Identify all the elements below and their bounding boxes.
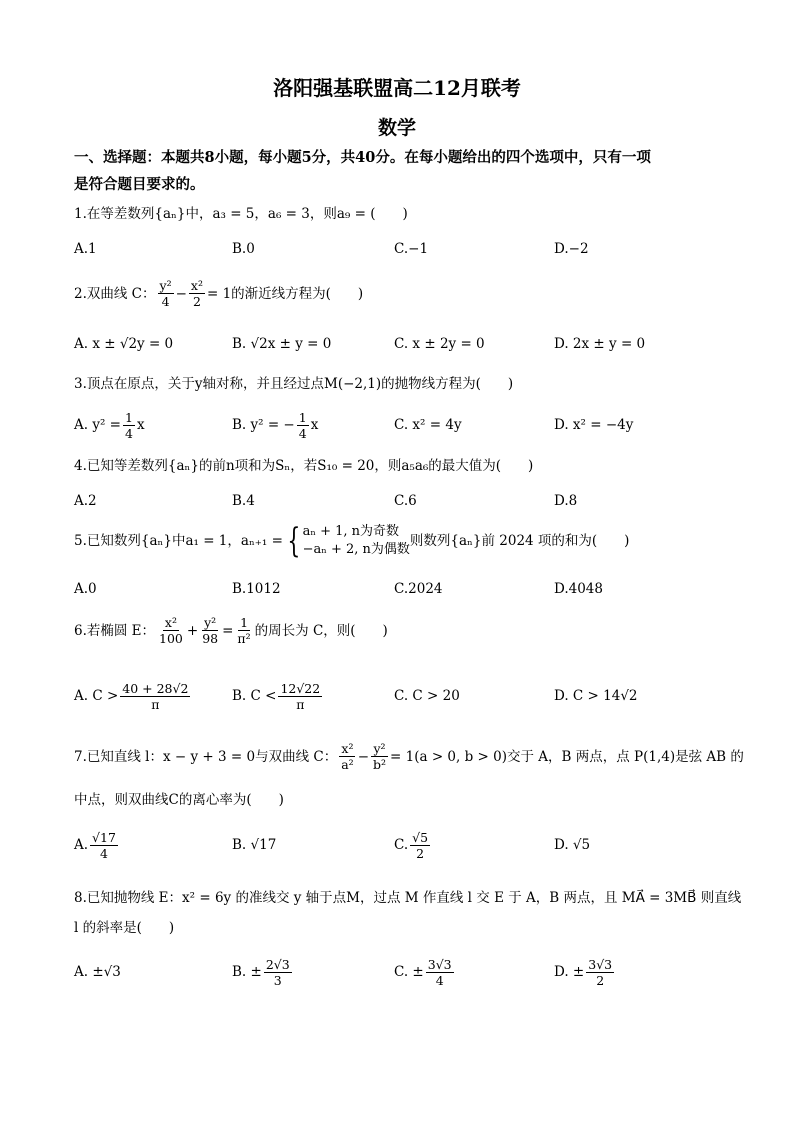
- question-7-option-c: C. $\frac{√5}{2}$: [394, 829, 429, 861]
- question-4-option-b: B.4: [232, 493, 255, 509]
- section-heading-line2: 是符合题目要求的。: [74, 176, 205, 193]
- question-1-stem: 1.在等差数列{aₙ}中，a₃ = 5，a₆ = 3，则a₉ = ( ): [74, 206, 408, 222]
- question-4-option-c: C.6: [394, 493, 417, 509]
- question-3-option-a: A. y² = $\frac{1}{4}$ x: [74, 409, 145, 441]
- question-7-option-a: A. $\frac{√17}{4}$: [74, 829, 116, 861]
- question-5-stem: 5.已知数列{aₙ}中a₁ = 1，aₙ₊₁ = { aₙ + 1, n为奇数 −aₙ + 2, n为偶数 则数列{aₙ}前 2024 项的和为( ): [74, 521, 630, 561]
- question-3-option-d: D. x² = −4y: [554, 417, 634, 433]
- subject-title: 数学: [377, 117, 416, 139]
- question-2-option-b: B. √2x ± y = 0: [232, 336, 332, 352]
- question-6-option-c: C. C > 20: [394, 688, 460, 704]
- question-4-option-d: D.8: [554, 493, 578, 509]
- question-6-option-a: A. C > $\frac{40 + 28√2}{\pi}$: [74, 680, 189, 712]
- question-2-fraction-2: $\frac{\text{x²}}{2}$: [190, 278, 203, 309]
- question-8-option-d: D. ± $\frac{3√3}{2}$: [554, 956, 613, 988]
- question-2-fraction-1: $\frac{\text{y²}}{4}$: [159, 278, 172, 309]
- question-8-option-c: C. ± $\frac{3√3}{4}$: [394, 956, 452, 988]
- question-7-option-d: D. √5: [554, 837, 591, 853]
- question-2-option-a: A. x ± √2y = 0: [74, 336, 174, 352]
- question-5-option-d: D.4048: [554, 581, 603, 597]
- question-6-option-d: D. C > 14√2: [554, 688, 638, 704]
- question-5-case-1: aₙ + 1, n为奇数: [302, 524, 400, 539]
- question-2-option-d: D. 2x ± y = 0: [554, 336, 646, 352]
- question-8-option-a: A. ±√3: [74, 964, 121, 980]
- question-3-option-b: B. y² = − $\frac{1}{4}$ x: [232, 409, 319, 441]
- question-7-option-b: B. √17: [232, 837, 277, 853]
- question-5-option-b: B.1012: [232, 581, 281, 597]
- question-1-option-b: B.0: [232, 241, 255, 257]
- question-7-stem-line2: 中点，则双曲线C的离心率为( ): [74, 792, 284, 808]
- question-8-option-b: B. ± $\frac{2√3}{3}$: [232, 956, 290, 988]
- question-5-piecewise: [283, 523, 410, 559]
- question-4-options: [74, 484, 734, 518]
- exam-title: 洛阳强基联盟高二12月联考: [273, 76, 521, 100]
- question-5-option-a: A.0: [74, 581, 97, 597]
- question-6-stem: 6.若椭圆 E： $\frac{\text{x²}}{100}$ + $\frac{\text{y²}}{98}$ = $\frac{1}{\text{π²}}$ 的周长为 C，则( ): [74, 615, 388, 646]
- question-1-options: [74, 232, 734, 266]
- question-2-stem: 2.双曲线 C： $\frac{\text{y²}}{4}$ − $\frac{\text{x²}}{2}$ = 1的渐近线方程为( ): [74, 278, 364, 309]
- question-4-option-a: A.2: [74, 493, 97, 509]
- question-3-option-c: C. x² = 4y: [394, 417, 462, 433]
- question-1-option-a: A.1: [74, 241, 97, 257]
- question-3-options: [74, 408, 734, 442]
- question-5-option-c: C.2024: [394, 581, 443, 597]
- section-heading: [74, 144, 734, 198]
- question-6-options: [74, 679, 734, 713]
- question-5-options: [74, 572, 734, 606]
- question-5-case-2: −aₙ + 2, n为偶数: [302, 542, 410, 557]
- question-8-options: [74, 955, 734, 989]
- left-brace-glyph: {: [287, 521, 301, 561]
- question-7-stem: 7.已知直线 l：x − y + 3 = 0与双曲线 C： $\frac{\text{x²}}{\text{a²}}$ − $\frac{\text{y²}}{\text{b²}}$ = 1(a > 0, b > 0)交于 A，B 两点，点 P(1,4)是弦 AB 的: [74, 741, 744, 772]
- question-7-options: [74, 828, 734, 862]
- question-3-stem: 3.顶点在原点，关于y轴对称，并且经过点M(−2,1)的抛物线方程为( ): [74, 376, 514, 392]
- question-8-stem: 8.已知抛物线 E：x² = 6y 的准线交 y 轴于点M，过点 M 作直线 l 交 E 于 A，B 两点，且 MA⃗ = 3MB⃗ 则直线: [74, 890, 742, 906]
- question-2-option-c: C. x ± 2y = 0: [394, 336, 485, 352]
- question-1-option-c: C.−1: [394, 241, 429, 257]
- question-2-options: [74, 327, 734, 361]
- question-8-stem-line2: l 的斜率是( ): [74, 920, 175, 936]
- question-6-option-b: B. C < $\frac{12√22}{\pi}$: [232, 680, 321, 712]
- question-4-stem: 4.已知等差数列{aₙ}的前n项和为Sₙ，若S₁₀ = 20，则a₅a₆的最大值为( ): [74, 458, 534, 474]
- question-1-option-d: D.−2: [554, 241, 589, 257]
- section-heading-line1: 一、选择题：本题共8小题，每小题5分，共40分。在每小题给出的四个选项中，只有一项: [74, 149, 651, 166]
